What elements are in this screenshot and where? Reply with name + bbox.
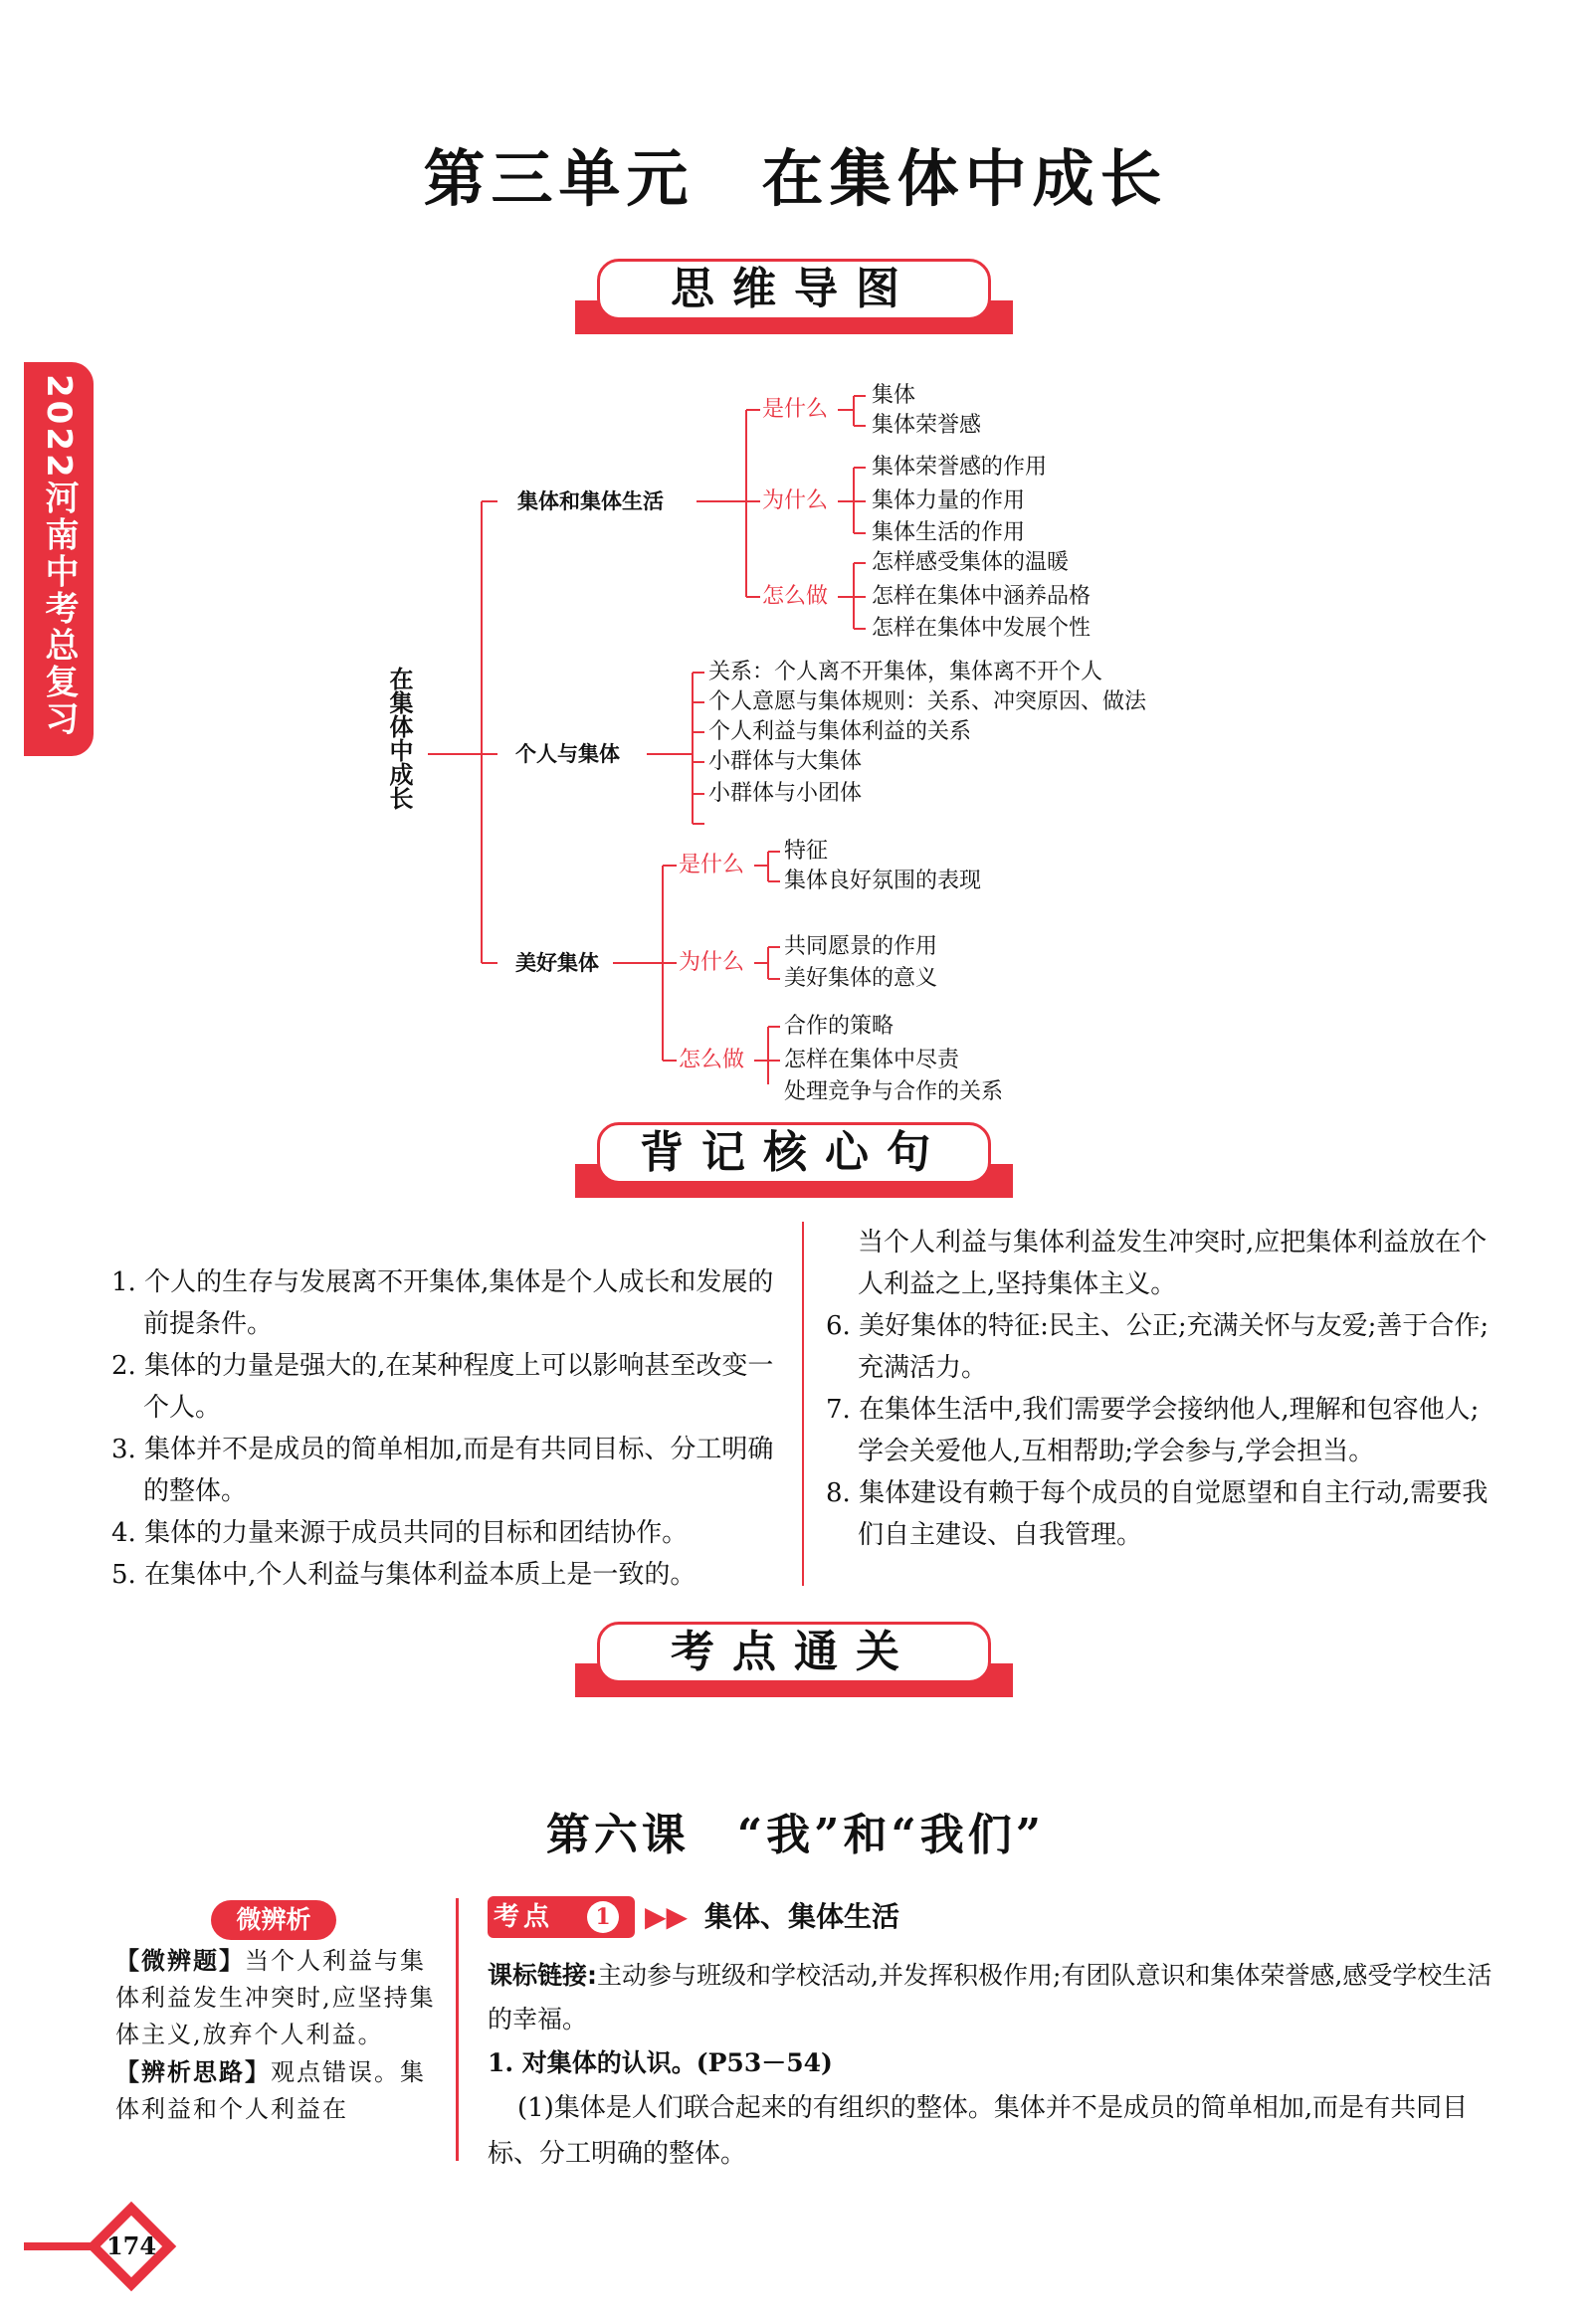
mindmap-leaf: 个人利益与集体利益的关系 xyxy=(708,719,972,744)
key-sentence: 当个人利益与集体利益发生冲突时,应把集体利益放在个人利益之上,坚持集体主义。 xyxy=(858,1228,1488,1299)
mindmap-sub: 为什么 xyxy=(679,950,745,975)
key-sentences-left xyxy=(111,1261,780,1596)
mindmap-root: 在集体中成长 xyxy=(385,667,414,810)
mindmap-leaf: 集体 xyxy=(872,383,916,408)
mindmap-leaf: 处理竞争与合作的关系 xyxy=(784,1079,1004,1104)
mindmap-leaf: 集体生活的作用 xyxy=(872,520,1026,545)
mindmap-leaf: 共同愿景的作用 xyxy=(784,934,938,959)
mindmap-leaf: 集体力量的作用 xyxy=(872,488,1026,513)
mindmap-leaf: 美好集体的意义 xyxy=(784,966,938,991)
key-sentence: 6. 美好集体的特征:民主、公正;充满关怀与友爱;善于合作;充满活力。 xyxy=(826,1311,1490,1383)
mindmap-branch: 个人与集体 xyxy=(515,742,620,766)
side-note-answer-label: 【辨析思路】 xyxy=(115,2057,271,2086)
side-note-question xyxy=(115,1942,440,2053)
mindmap-leaf: 关系：个人离不开集体，集体离不开个人 xyxy=(708,660,1103,684)
key-sentence: 5. 在集体中,个人利益与集体利益本质上是一致的。 xyxy=(111,1560,696,1590)
mindmap-leaf: 集体荣誉感 xyxy=(872,413,982,438)
mindmap-sub: 怎么做 xyxy=(679,1048,745,1072)
side-tab-label: 2022河南中考总复习 xyxy=(39,374,79,738)
mindmap-sub: 为什么 xyxy=(762,488,829,513)
mindmap-leaf: 集体良好氛围的表现 xyxy=(784,869,982,893)
exam-banner xyxy=(575,1622,1013,1701)
mindmap-leaf: 小群体与小团体 xyxy=(708,781,863,806)
column-divider xyxy=(802,1222,804,1586)
keysent-banner xyxy=(575,1122,1013,1202)
kebiao-link xyxy=(488,1954,1492,2041)
paragraph: (1)集体是人们联合起来的有组织的整体。集体并不是成员的简单相加,而是有共同目标、分工明确的整体。 xyxy=(488,2093,1469,2169)
side-divider xyxy=(456,1898,459,2161)
mindmap-leaf: 集体荣誉感的作用 xyxy=(872,455,1048,480)
kebiao-label: 课标链接: xyxy=(488,1961,597,1990)
side-note-answer-text: 观点错误。集体利益和个人利益在 xyxy=(115,2058,426,2123)
side-note-question-text: 当个人利益与集体利益发生冲突时,应坚持集体主义,放弃个人利益。 xyxy=(115,1947,436,2048)
key-sentence: 8. 集体建设有赖于每个成员的自觉愿望和自主行动,需要我们自主建设、自我管理。 xyxy=(826,1478,1489,1550)
kaodian-number: 1 xyxy=(587,1901,619,1933)
mindmap-sub: 是什么 xyxy=(679,853,745,877)
side-note-question-label: 【微辨题】 xyxy=(115,1946,245,1975)
mindmap-banner xyxy=(575,259,1013,338)
mindmap-leaf: 怎样在集体中尽责 xyxy=(784,1048,960,1072)
key-sentences-right xyxy=(826,1222,1496,1556)
mind-map xyxy=(378,368,1234,1104)
lesson-title: 第六课 “我”和“我们” xyxy=(545,1810,1046,1860)
keysent-heading: 背记核心句 xyxy=(640,1127,948,1178)
exam-heading: 考点通关 xyxy=(671,1627,917,1677)
key-sentence: 3. 集体并不是成员的简单相加,而是有共同目标、分工明确的整体。 xyxy=(111,1435,774,1506)
key-sentence: 4. 集体的力量来源于成员共同的目标和团结协作。 xyxy=(111,1518,689,1548)
page-number: 174 xyxy=(105,2231,157,2260)
mindmap-leaf: 小群体与大集体 xyxy=(708,749,863,774)
double-arrow-icon: ▶▶ xyxy=(645,1900,689,1933)
side-note-answer xyxy=(115,2053,440,2128)
side-note-badge: 微辨析 xyxy=(211,1900,336,1940)
key-sentence: 2. 集体的力量是强大的,在某种程度上可以影响甚至改变一个人。 xyxy=(111,1351,774,1423)
mindmap-heading: 思维导图 xyxy=(671,264,917,314)
mindmap-leaf: 合作的策略 xyxy=(784,1014,895,1039)
unit-title: 第三单元 在集体中成长 xyxy=(423,142,1168,215)
mindmap-leaf: 怎样在集体中发展个性 xyxy=(872,616,1092,641)
mindmap-leaf: 特征 xyxy=(784,839,829,864)
key-sentence: 1. 个人的生存与发展离不开集体,集体是个人成长和发展的前提条件。 xyxy=(111,1267,774,1339)
mindmap-leaf: 怎样在集体中涵养品格 xyxy=(872,584,1092,609)
section-heading: 1. 对集体的认识。(P53－54) xyxy=(488,2048,833,2077)
mindmap-branch: 美好集体 xyxy=(515,951,599,975)
mindmap-sub: 怎么做 xyxy=(762,584,829,609)
key-sentence: 7. 在集体生活中,我们需要学会接纳他人,理解和包容他人;学会关爱他人,互相帮助;学会参与,学会担当。 xyxy=(826,1395,1480,1466)
mindmap-sub: 是什么 xyxy=(762,397,829,422)
side-note xyxy=(115,1942,440,2128)
kebiao-text: 主动参与班级和学校活动,并发挥积极作用;有团队意识和集体荣誉感,感受学校生活的幸福。 xyxy=(488,1961,1492,2034)
mindmap-leaf: 个人意愿与集体规则：关系、冲突原因、做法 xyxy=(708,689,1147,714)
kaodian-title: 集体、集体生活 xyxy=(704,1900,900,1933)
mindmap-leaf: 怎样感受集体的温暖 xyxy=(872,550,1070,575)
kaodian-label: 考点 xyxy=(494,1902,554,1932)
mindmap-branch: 集体和集体生活 xyxy=(517,489,664,513)
